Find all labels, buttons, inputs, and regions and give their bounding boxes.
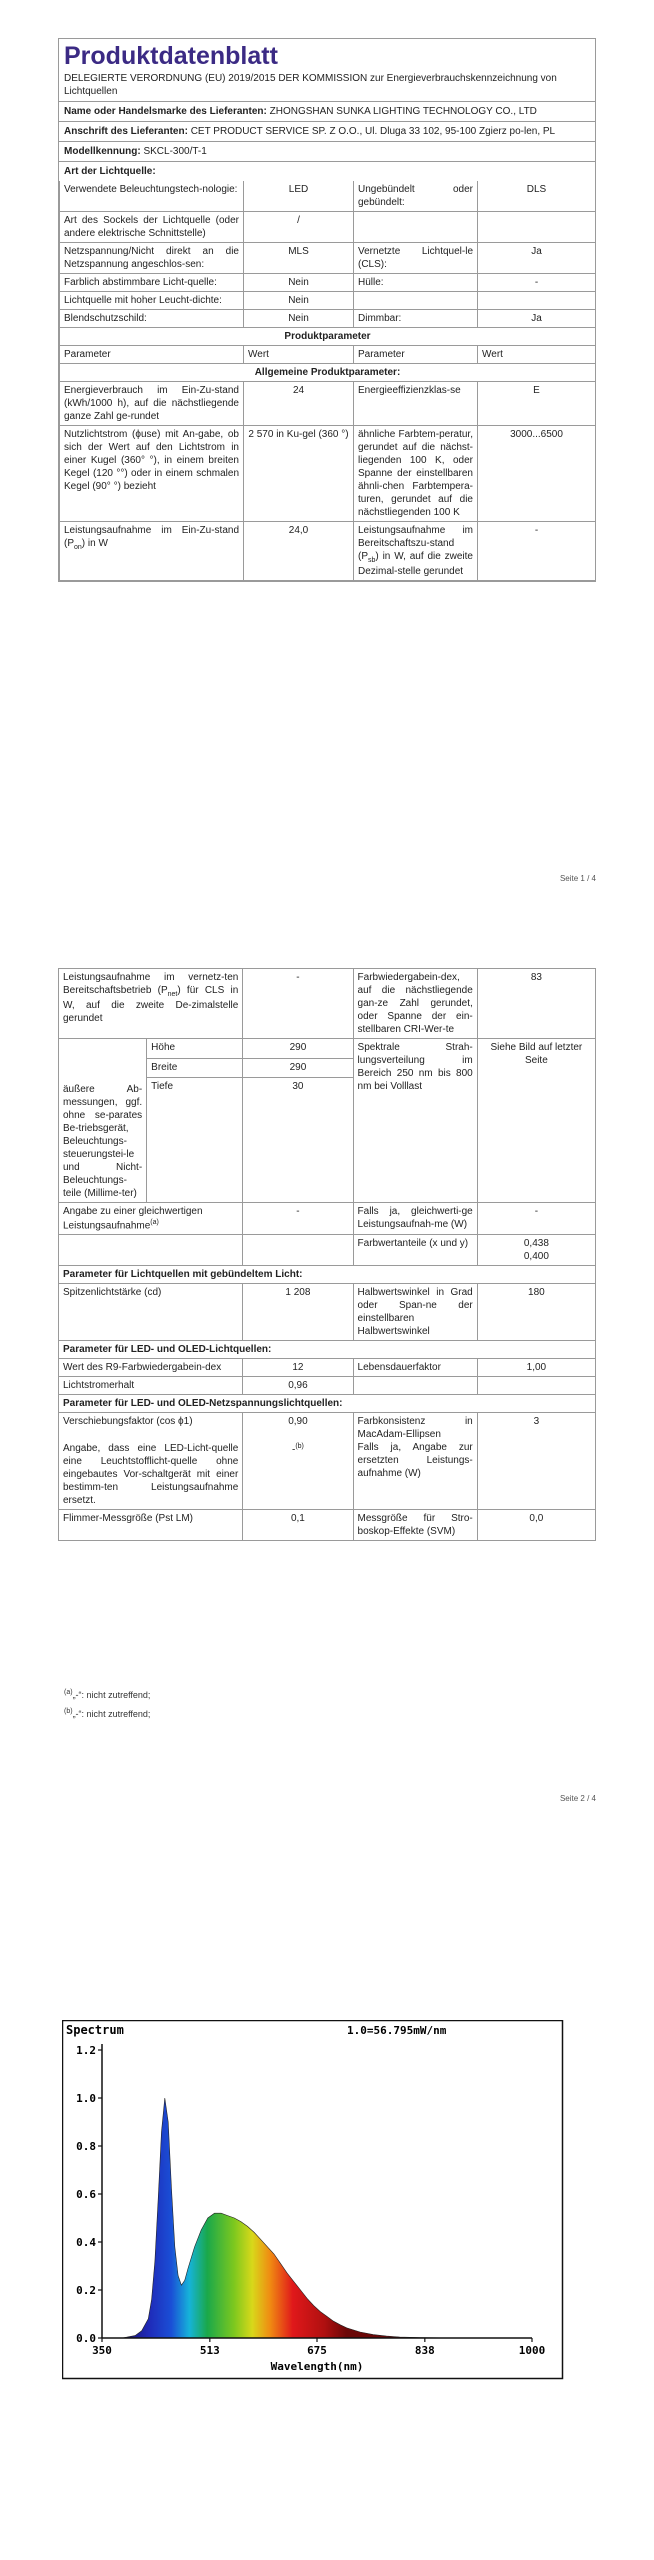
row-label-2: Hülle: — [354, 274, 478, 292]
param-label: Nutzlichtstrom (ϕuse) mit An-gabe, ob sich der Wert auf den Lichtstrom in einer Kugel (360° °), in einem breiten Kegel (120 °°) oder in einem schmalen Kegel (90° °) bezieht — [60, 426, 244, 522]
chroma-row — [59, 1235, 596, 1266]
replace-label: Angabe, dass eine LED-Licht-quelle eine Leuchtstofflicht-quelle ohne eingebautes Vor-schaltgerät mit einer bestimm-ten Leistungsaufnahme ersetzt. — [63, 1443, 239, 1507]
cri-label: Farbwiedergabein-dex, auf die nächstliegende gan-ze Zahl gerundet, oder Spanne der ein-stellbaren CRI-Wer-te — [353, 969, 477, 1039]
macadam-value: 3 — [477, 1413, 595, 1510]
footnote-b: $^{(b)}$„-“: nicht zutreffend; — [64, 1708, 151, 1719]
cri-value: 83 — [477, 969, 595, 1039]
cos-row — [59, 1413, 596, 1510]
depth-value: 30 — [243, 1078, 353, 1203]
page-title: Produktdatenblatt — [64, 42, 278, 70]
row-value-2: - — [478, 274, 596, 292]
networked-standby-value: - — [243, 969, 353, 1039]
dims-row — [59, 1039, 596, 1059]
supplier-address: CET PRODUCT SERVICE SP. Z O.O., Ul. Dluga 33 102, 95-100 Zgierz po-len, PL — [190, 126, 556, 137]
svm-label: Messgröße für Stro-boskop-Effekte (SVM) — [353, 1510, 477, 1541]
param-label-2: Energieeffizienzklas-se — [354, 382, 478, 426]
peak-row — [59, 1284, 596, 1341]
row-value: LED — [244, 181, 354, 212]
chroma-x: 0,438 — [523, 1238, 549, 1250]
networked-standby-label: Leistungsaufnahme im vernetz-ten Bereitschaftsbetrieb $(P_{net})$ für CLS in W, auf die zweite De-zimalstelle gerundet — [59, 969, 243, 1039]
peak-value: 1 208 — [243, 1284, 353, 1341]
supplier-address-label: Anschrift des Lieferanten: — [64, 126, 188, 137]
light-source-row — [60, 274, 596, 292]
r9-label: Wert des R9-Farbwiedergabein-dex — [59, 1359, 243, 1377]
chroma-label: Farbwertanteile (x und y) — [353, 1235, 477, 1266]
supplier-address-row — [59, 121, 595, 141]
light-source-heading: Art der Lichtquelle: — [59, 161, 595, 181]
y-tick-label: 0.4 — [76, 2236, 96, 2249]
power-on-label: Leistungsaufnahme im Ein-Zu-stand $(P_{on})$ in W — [60, 522, 244, 581]
model-label: Modellkennung: — [64, 146, 141, 157]
maint-value: 0,96 — [243, 1377, 353, 1395]
spd-label: Spektrale Strah-lungsverteilung im Bereich 250 nm bis 800 nm bei Volllast — [353, 1039, 477, 1203]
light-source-row — [60, 292, 596, 310]
page-number-1: Seite 1 / 4 — [559, 874, 596, 883]
svm-value: 0,0 — [477, 1510, 595, 1541]
chart-annotation: 1.0=56.795mW/nm — [347, 2024, 447, 2037]
param-label: Energieverbrauch im Ein-Zu-stand (kWh/1000 h), auf die nächstliegende ganze Zahl ge-rundet — [60, 382, 244, 426]
row-label: Netzspannung/Nicht direkt an die Netzspannung angeschlos-sen: — [60, 243, 244, 274]
maint-row — [59, 1377, 596, 1395]
width-label: Breite — [147, 1058, 243, 1078]
flicker-value: 0,1 — [243, 1510, 353, 1541]
replace-value: -$^{(b)}$ — [291, 1443, 304, 1456]
param-col-header-2: Parameter — [354, 346, 478, 364]
standby-value: - — [478, 522, 596, 581]
param-value-2: 3000...6500 — [478, 426, 596, 522]
replace-power-label: Falls ja, Angabe zur ersetzten Leistungs-aufnahme (W) — [357, 1442, 473, 1480]
cos-value: 0,90 -$^{(b)}$ — [243, 1413, 353, 1510]
standby-label: Leistungsaufnahme im Bereitschaftszu-stand $(P_{sb})$ in W, auf die zweite Dezimal-stelle gerundet — [354, 522, 478, 581]
equiv-power-label: Falls ja, gleichwerti-ge Leistungsaufnah-me (W) — [353, 1203, 477, 1235]
row-value-2: DLS — [478, 181, 596, 212]
general-param-row — [60, 382, 596, 426]
param-label-2: ähnliche Farbtem-peratur, gerundet auf die nächst-liegenden 100 K, oder Spanne der einstellbaren ähnli-chen Farbtempera-turen, gerundet auf die nächstliegenden 100 K — [354, 426, 478, 522]
supplier-name-row — [59, 101, 595, 121]
row-label-2: Dimmbar: — [354, 310, 478, 328]
light-source-row — [60, 243, 596, 274]
light-source-row — [60, 181, 596, 212]
param-value: 2 570 in Ku-gel (360 °) — [244, 426, 354, 522]
light-source-row — [60, 310, 596, 328]
product-params-heading: Produktparameter — [60, 328, 596, 346]
equiv-row — [59, 1203, 596, 1235]
row-value: Nein — [244, 274, 354, 292]
mains-heading: Parameter für LED- und OLED-Netzspannungslichtquellen: — [59, 1395, 596, 1413]
model-row — [59, 141, 595, 161]
row-label-2: Vernetzte Lichtquel-le (CLS): — [354, 243, 478, 274]
chroma-values — [477, 1235, 595, 1266]
row-label: Art des Sockels der Lichtquelle (oder andere elektrische Schnittstelle) — [60, 212, 244, 243]
row-value: Nein — [244, 310, 354, 328]
spectrum-chart — [62, 2020, 572, 2380]
row-label-2 — [354, 292, 478, 310]
height-label: Höhe — [147, 1039, 243, 1059]
depth-label: Tiefe — [147, 1078, 243, 1203]
macadam-label: Farbkonsistenz in MacAdam-Ellipsen Falls ja, Angabe zur ersetzten Leistungs-aufnahme (W) — [353, 1413, 477, 1510]
row-value: Nein — [244, 292, 354, 310]
row-label: Blendschutzschild: — [60, 310, 244, 328]
row-value-2 — [478, 292, 596, 310]
chroma-y: 0,400 — [523, 1251, 549, 1263]
y-tick-label: 0.8 — [76, 2140, 96, 2153]
row-value: / — [244, 212, 354, 243]
param-value: 24 — [244, 382, 354, 426]
page1-frame — [58, 38, 596, 582]
cos-label: Verschiebungsfaktor (cos ϕ1) Angabe, dass eine LED-Licht-quelle eine Leuchtstofflicht-quelle ohne eingebautes Vor-schaltgerät mit einer bestimm-ten Leistungsaufnahme ersetzt. — [59, 1413, 243, 1510]
row-value-2: Ja — [478, 243, 596, 274]
r9-value: 12 — [243, 1359, 353, 1377]
directional-heading: Parameter für Lichtquellen mit gebündeltem Licht: — [59, 1266, 596, 1284]
footnote-a: $^{(a)}$„-“: nicht zutreffend; — [64, 1689, 151, 1700]
value-col-header: Wert — [244, 346, 354, 364]
width-value: 290 — [243, 1058, 353, 1078]
model-value: SKCL-300/T-1 — [143, 146, 207, 157]
lifetime-value: 1,00 — [477, 1359, 595, 1377]
led-heading: Parameter für LED- und OLED-Lichtquellen: — [59, 1341, 596, 1359]
chart-title: Spectrum — [66, 2023, 124, 2037]
beam-label: Halbwertswinkel in Grad oder Span-ne der einstellbaren Halbwertswinkel — [353, 1284, 477, 1341]
regulation-text: DELEGIERTE VERORDNUNG (EU) 2019/2015 DER KOMMISSION zur Energieverbrauchskennzeichnung von Lichtquellen — [64, 73, 557, 97]
maint-label: Lichtstromerhalt — [59, 1377, 243, 1395]
x-tick-label: 1000 — [518, 2344, 546, 2357]
r9-row — [59, 1359, 596, 1377]
light-source-table — [59, 181, 596, 581]
row-label-2: Ungebündelt oder gebündelt: — [354, 181, 478, 212]
power-on-row — [60, 522, 596, 581]
row-label: Farblich abstimmbare Licht-quelle: — [60, 274, 244, 292]
light-source-row — [60, 212, 596, 243]
y-tick-label: 1.0 — [76, 2092, 96, 2105]
networked-standby-row — [59, 969, 596, 1039]
general-param-row — [60, 426, 596, 522]
supplier-name: ZHONGSHAN SUNKA LIGHTING TECHNOLOGY CO., LTD — [269, 106, 537, 117]
page-number-2: Seite 2 / 4 — [559, 1794, 596, 1803]
beam-value: 180 — [477, 1284, 595, 1341]
y-tick-label: 0.2 — [76, 2284, 96, 2297]
y-tick-label: 0.0 — [76, 2332, 96, 2345]
page2-frame — [58, 968, 596, 1541]
height-value: 290 — [243, 1039, 353, 1059]
peak-label: Spitzenlichtstärke (cd) — [59, 1284, 243, 1341]
x-tick-label: 675 — [307, 2344, 327, 2357]
power-on-value: 24,0 — [244, 522, 354, 581]
supplier-name-label: Name oder Handelsmarke des Lieferanten: — [64, 106, 267, 117]
page2-table — [58, 968, 596, 1541]
equiv-label: Angabe zu einer gleichwertigen Leistungsaufnahme$^{(a)}$ — [59, 1203, 243, 1235]
row-label: Verwendete Beleuchtungstech-nologie: — [60, 181, 244, 212]
x-axis-label: Wavelength(nm) — [270, 2360, 364, 2373]
row-value-2 — [478, 212, 596, 243]
equiv-value: - — [243, 1203, 353, 1235]
equiv-power-value: - — [477, 1203, 595, 1235]
value-col-header-2: Wert — [478, 346, 596, 364]
x-tick-label: 838 — [414, 2344, 435, 2357]
row-value-2: Ja — [478, 310, 596, 328]
x-tick-label: 513 — [199, 2344, 220, 2357]
flicker-row — [59, 1510, 596, 1541]
param-value-2: E — [478, 382, 596, 426]
spd-value: Siehe Bild auf letzter Seite — [477, 1039, 595, 1203]
general-params-heading: Allgemeine Produktparameter: — [60, 364, 596, 382]
dims-label: äußere Ab-messungen, ggf. ohne se-parates Be-triebsgerät, Beleuchtungs-steuerungstei-le und Nicht-Beleuchtungs-teile (Millime-ter) — [59, 1039, 147, 1203]
param-col-header: Parameter — [60, 346, 244, 364]
y-tick-label: 0.6 — [76, 2188, 96, 2201]
flicker-label: Flimmer-Messgröße (Pst LM) — [59, 1510, 243, 1541]
row-label: Lichtquelle mit hoher Leucht-dichte: — [60, 292, 244, 310]
lifetime-label: Lebensdauerfaktor — [353, 1359, 477, 1377]
row-value: MLS — [244, 243, 354, 274]
y-tick-label: 1.2 — [76, 2044, 96, 2057]
row-label-2 — [354, 212, 478, 243]
x-tick-label: 350 — [92, 2344, 112, 2357]
